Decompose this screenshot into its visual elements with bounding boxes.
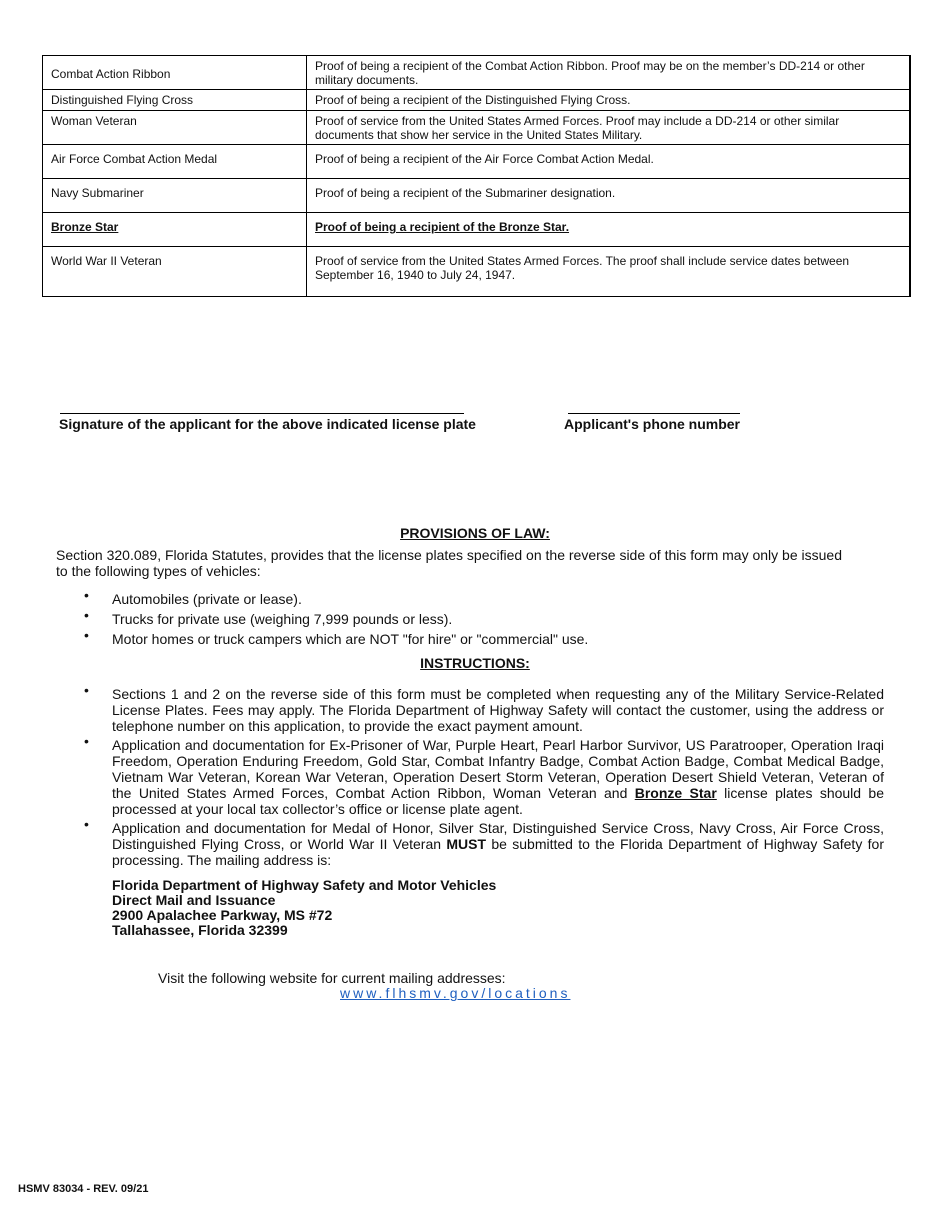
requirement-cell: Proof of being a recipient of the Combat Action Ribbon. Proof may be on the member’s DD-214 or other military documents. bbox=[307, 56, 911, 90]
provisions-heading: PROVISIONS OF LAW: bbox=[400, 525, 550, 541]
must-emphasis: MUST bbox=[446, 836, 487, 852]
table-row bbox=[43, 247, 911, 297]
table-row bbox=[43, 179, 911, 213]
bullet-icon: • bbox=[84, 627, 89, 643]
address-line: Direct Mail and Issuance bbox=[112, 892, 276, 908]
table-row bbox=[43, 111, 911, 145]
bullet-icon: • bbox=[84, 607, 89, 623]
plate-name-cell: Woman Veteran bbox=[43, 111, 307, 145]
bronze-star-emphasis: Bronze Star bbox=[634, 785, 717, 801]
table-row bbox=[43, 56, 911, 90]
instruction-item-2 bbox=[112, 737, 884, 817]
requirement-cell: Proof of service from the United States Armed Forces. Proof may include a DD-214 or other similar documents that show her service in the United States Military. bbox=[307, 111, 911, 145]
bullet-icon: • bbox=[84, 733, 89, 749]
form-number: HSMV 83034 - REV. 09/21 bbox=[18, 1183, 149, 1195]
provisions-intro: Section 320.089, Florida Statutes, provides that the license plates specified on the reverse side of this form may only be issued to the following types of vehicles: bbox=[56, 547, 842, 579]
plate-name-cell: Distinguished Flying Cross bbox=[43, 90, 307, 111]
table-row bbox=[43, 213, 911, 247]
requirement-cell: Proof of being a recipient of the Bronze Star. bbox=[307, 213, 911, 247]
plate-name-cell: Navy Submariner bbox=[43, 179, 307, 213]
plate-name-cell: Bronze Star bbox=[43, 213, 307, 247]
address-line: Tallahassee, Florida 32399 bbox=[112, 922, 288, 938]
bullet-icon: • bbox=[84, 816, 89, 832]
phone-line bbox=[568, 413, 740, 414]
signature-line bbox=[60, 413, 464, 414]
instruction-2-text: Application and documentation for Ex-Prisoner of War, Purple Heart, Pearl Harbor Survivor, US Paratrooper, Operation Iraqi Freedom, Operation Enduring Freedom, Gold Star, Combat Infantry Badge, Combat Action Badge, Combat Medical Badge, Vietnam War Veteran, Korean War Veteran, Operation Desert Storm Veteran, Operation Desert Shield Veteran, Veteran of the United States Armed Forces, Combat Action Ribbon, Woman Veteran and bbox=[112, 737, 884, 801]
instructions-heading: INSTRUCTIONS: bbox=[420, 655, 530, 671]
address-line: Florida Department of Highway Safety and Motor Vehicles bbox=[112, 877, 497, 893]
instruction-3-tail: be submitted to the Florida Department of Highway Safety for processing. The mailing address is: bbox=[112, 836, 884, 868]
bullet-icon: • bbox=[84, 682, 89, 698]
provision-item: Motor homes or truck campers which are NOT "for hire" or "commercial" use. bbox=[112, 631, 589, 647]
requirement-cell: Proof of being a recipient of the Submariner designation. bbox=[307, 179, 911, 213]
provision-item: Automobiles (private or lease). bbox=[112, 591, 302, 607]
website-intro: Visit the following website for current mailing addresses: bbox=[158, 970, 506, 986]
plate-name-cell: Combat Action Ribbon bbox=[43, 56, 307, 90]
requirement-cell: Proof of service from the United States Armed Forces. The proof shall include service dates between September 16, 1940 to July 24, 1947. bbox=[307, 247, 911, 297]
instruction-item-1: Sections 1 and 2 on the reverse side of this form must be completed when requesting any of the Military Service-Related License Plates. Fees may apply. The Florida Department of Highway Safety will contact the customer, using the address or telephone number on this application, to provide the exact payment amount. bbox=[112, 686, 884, 734]
plate-name-cell: Air Force Combat Action Medal bbox=[43, 145, 307, 179]
instruction-item-3 bbox=[112, 820, 884, 868]
table-row bbox=[43, 90, 911, 111]
table-row bbox=[43, 145, 911, 179]
instruction-3-text: Application and documentation for Medal of Honor, Silver Star, Distinguished Service Cross, Navy Cross, Air Force Cross, Distinguished Flying Cross, or World War II Veteran bbox=[112, 820, 884, 852]
plate-name-cell: World War II Veteran bbox=[43, 247, 307, 297]
mailing-address bbox=[112, 878, 496, 938]
requirement-cell: Proof of being a recipient of the Distinguished Flying Cross. bbox=[307, 90, 911, 111]
phone-label: Applicant's phone number bbox=[564, 416, 741, 432]
address-line: 2900 Apalachee Parkway, MS #72 bbox=[112, 907, 333, 923]
signature-label: Signature of the applicant for the above indicated license plate bbox=[59, 416, 476, 432]
requirement-cell: Proof of being a recipient of the Air Force Combat Action Medal. bbox=[307, 145, 911, 179]
locations-link[interactable]: www.flhsmv.gov/locations bbox=[340, 985, 571, 1001]
provision-item: Trucks for private use (weighing 7,999 pounds or less). bbox=[112, 611, 453, 627]
bullet-icon: • bbox=[84, 587, 89, 603]
instruction-2-tail: license plates should be processed at your local tax collector’s office or license plate agent. bbox=[112, 785, 885, 817]
requirements-table bbox=[42, 55, 911, 297]
